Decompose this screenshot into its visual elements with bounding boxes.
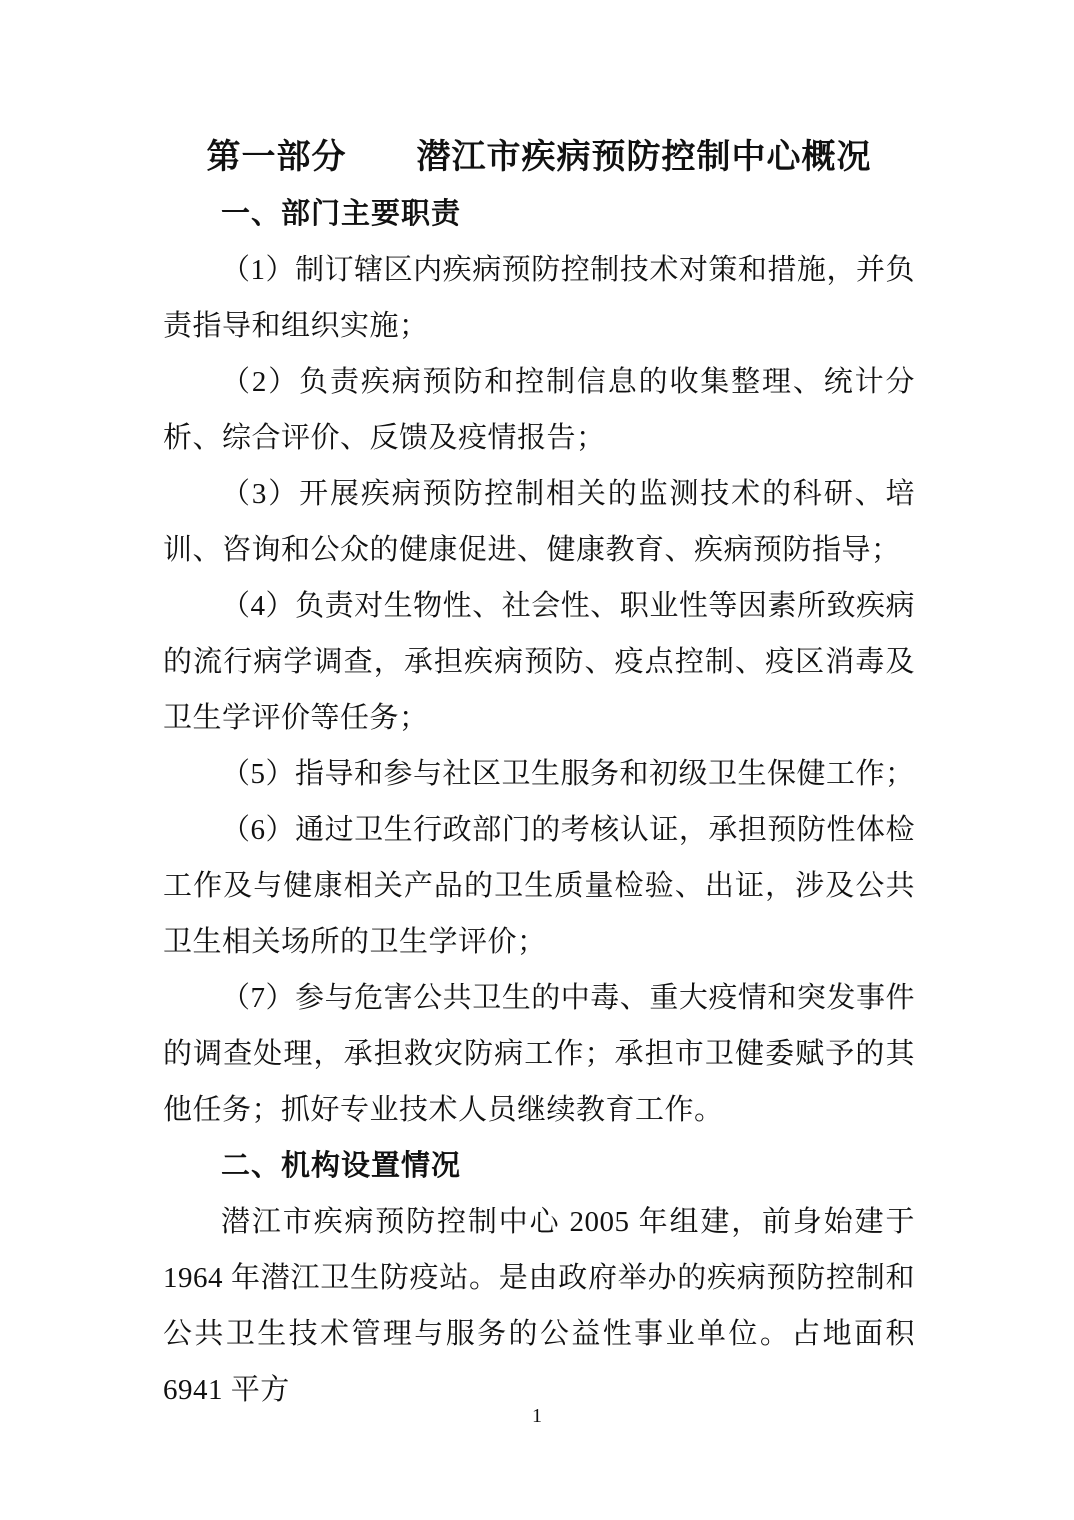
duty-paragraph-5: （5）指导和参与社区卫生服务和初级卫生保健工作； [221, 758, 915, 790]
duty-paragraph-3: （3）开展疾病预防控制相关的监测技术的科研、培训、咨询和公众的健康促进、健康教育、疾病预防指导； [163, 478, 915, 566]
duty-paragraph-1: （1）制订辖区内疾病预防控制技术对策和措施，并负责指导和组织实施； [163, 254, 915, 342]
duty-paragraph-4: （4）负责对生物性、社会性、职业性等因素所致疾病的流行病学调查，承担疾病预防、疫点控制、疫区消毒及卫生学评价等任务； [163, 590, 915, 734]
section-heading-organization: 二、机构设置情况 [221, 1150, 462, 1182]
organization-paragraph-1: 潜江市疾病预防控制中心 2005 年组建，前身始建于 1964 年潜江卫生防疫站。是由政府举办的疾病预防控制和公共卫生技术管理与服务的公益性事业单位。占地面积 6941 平方 [163, 1206, 915, 1406]
document-title: 第一部分 潜江市疾病预防控制中心概况 [206, 138, 872, 176]
page-number: 1 [532, 1405, 542, 1427]
duty-paragraph-2: （2）负责疾病预防和控制信息的收集整理、统计分析、综合评价、反馈及疫情报告； [163, 366, 915, 454]
duty-paragraph-6: （6）通过卫生行政部门的考核认证，承担预防性体检工作及与健康相关产品的卫生质量检验、出证，涉及公共卫生相关场所的卫生学评价； [163, 814, 915, 958]
duty-paragraph-7: （7）参与危害公共卫生的中毒、重大疫情和突发事件的调查处理，承担救灾防病工作；承担市卫健委赋予的其他任务；抓好专业技术人员继续教育工作。 [163, 982, 915, 1126]
section-heading-duties: 一、部门主要职责 [221, 198, 462, 230]
